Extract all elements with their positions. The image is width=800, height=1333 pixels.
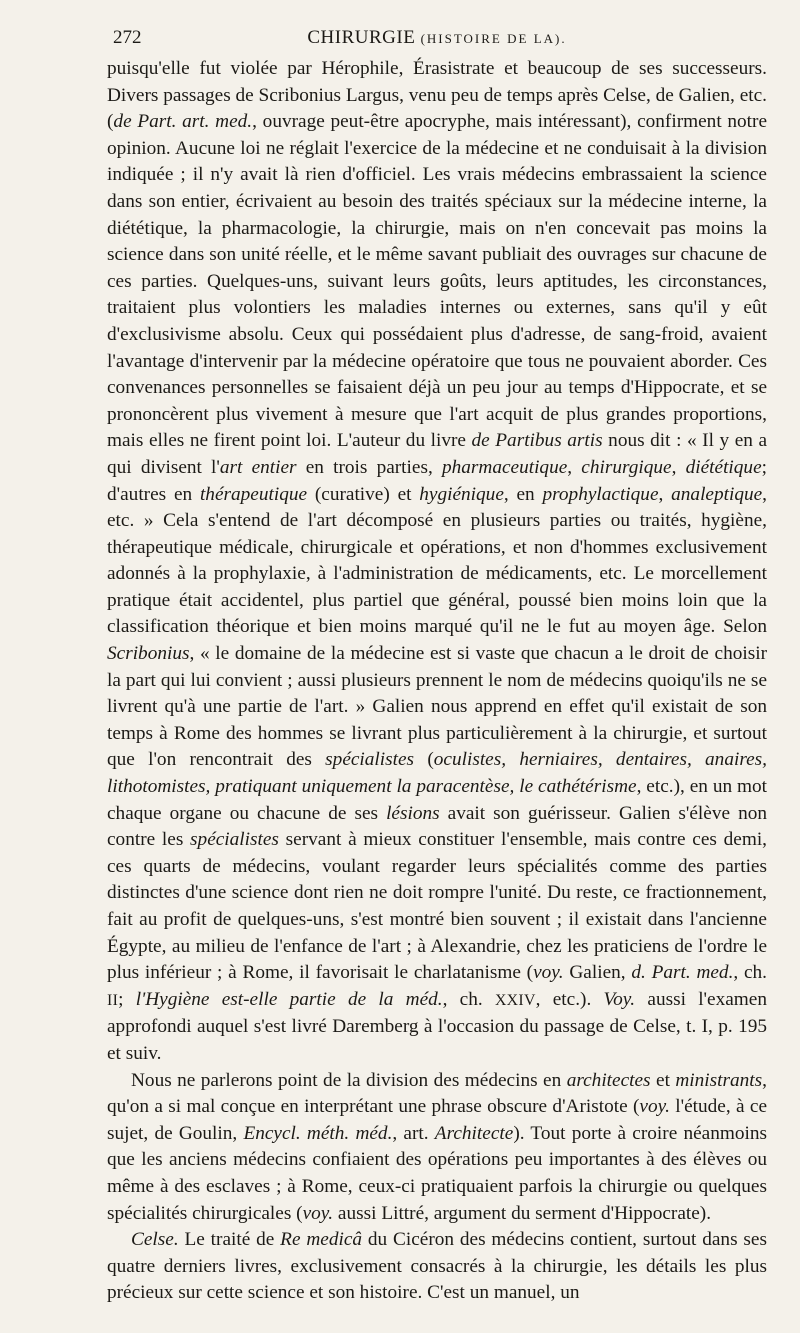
text-span: , « le domaine de la médecine est si vaste que chacun a le droit de choisir la part qui lui convient ; aussi plusieurs prennent le nom de médecins quoiqu'ils ne se livrent qu'à une partie de l'art. » Galien nous apprend en effet qu'il existait de son temps à Rome des hommes se livrant plus particulièrement à la chirurgie, et surtout que l'on rencontrait des	[107, 643, 767, 771]
page-number: 272	[113, 27, 142, 48]
text-span: aussi l'examen approfondi auquel s'est livré Daremberg à l'occasion du passage de Celse, t. I, p. 195 et suiv.	[107, 988, 767, 1064]
text-span: , ch.	[442, 988, 495, 1010]
text-span: , etc. » Cela s'entend de l'art décomposé en plusieurs parties ou traités, hygiène, thérapeutique médicale, chirurgicale et opérations, et non d'hommes exclusivement adonnés à la prophylaxie, à l'administration de médicaments, etc. Le morcellement pratique était accidentel, plus partiel que général, poussé bien moins loin que la classification théorique et bien moins marqué qu'il ne le fut au moyen âge. Selon	[107, 483, 767, 638]
italic-span: de Part. art. med.	[113, 111, 253, 133]
italic-span: Re medicâ	[280, 1229, 363, 1251]
text-span: (curative) et	[307, 483, 420, 505]
text-span: aussi Littré, argument du serment d'Hippocrate).	[333, 1202, 712, 1224]
italic-span: Architecte	[434, 1122, 514, 1144]
text-span: ;	[118, 988, 136, 1010]
text-span: Nous ne parlerons point de la division des médecins en	[131, 1069, 567, 1091]
italic-span: d. Part. med.	[631, 962, 734, 984]
text-span: Le traité de	[178, 1229, 281, 1251]
italic-span: voy.	[302, 1202, 334, 1224]
italic-span: hygiénique	[419, 483, 504, 505]
running-title-main: CHIRURGIE	[307, 27, 416, 48]
running-header	[107, 22, 767, 56]
text-span: , ouvrage peut-être apocryphe, mais intéressant), confirment notre opinion. Aucune loi ne réglait l'exercice de la médecine et ne conduisait à la division indiquée ; il n'y avait là rien d'officiel. Les vrais médecins embrassaient la science dans son entier, écrivaient au besoin des traités spéciaux sur la médecine interne, la diététique, la pharmacologie, la chirurgie, mais on n'en concevait pas moins la science dans son unité réelle, et le même savant publiait des ouvrages sur chacune de ces parties. Quelques-uns, suivant leurs goûts, leurs aptitudes, les circonstances, traitaient plus volontiers les maladies internes ou externes, sans qu'il y eût d'exclusivisme absolu. Ceux qui possédaient plus d'adresse, de sang-froid, avaient l'avantage d'intervenir par la médecine opératoire que tous ne pouvaient aborder. Ces convenances personnelles se faisaient déjà un peu jour au temps d'Hippocrate, et se prononcèrent plus vivement à mesure que l'art acquit de plus grandes proportions, mais elles ne firent point loi. L'auteur du livre	[107, 111, 768, 452]
italic-span: l'Hygiène est-elle partie de la méd.	[135, 988, 443, 1010]
text-span: ; d'autres en	[107, 456, 767, 505]
page	[107, 22, 767, 1307]
italic-span: Scribonius	[107, 643, 190, 665]
italic-span: oculistes, herniaires, dentaires, anaires, lithotomistes, pratiquant uniquement la paracentèse, le cathétérisme	[107, 749, 767, 798]
text-span: ,	[658, 483, 672, 505]
text-span: , en	[503, 483, 543, 505]
text-span: ,	[671, 456, 686, 478]
text-span: nous dit : « Il y en a qui divisent l'	[107, 430, 768, 478]
italic-span: prophylactique	[542, 483, 659, 505]
text-span: , etc.).	[535, 988, 604, 1010]
text-span: , ch.	[733, 962, 767, 984]
text-span: avait son guérisseur. Galien s'élève non contre les	[107, 802, 767, 851]
smallcaps-span: XXIV	[494, 991, 536, 1009]
text-span: , art.	[392, 1122, 435, 1144]
italic-span: lésions	[386, 802, 440, 824]
running-title-sub: (HISTOIRE DE LA).	[420, 31, 567, 46]
italic-span: art entier	[219, 456, 297, 478]
text-span: l'étude, à ce sujet, de Goulin,	[107, 1096, 768, 1144]
italic-span: analeptique	[671, 483, 763, 505]
paragraph-3	[107, 1227, 767, 1307]
text-span: ). Tout porte à croire néanmoins que les anciens médecins confiaient des opérations peu importantes à des élèves ou même à des esclaves ; à Rome, ceux-ci pratiquaient parfois la chirurgie ou quelques spécialités chirurgicales (	[107, 1122, 767, 1224]
body-text	[107, 56, 767, 1307]
italic-span: spécialistes	[325, 749, 415, 771]
text-span: puisqu'elle fut violée par Hérophile, Érasistrate et beaucoup de ses successeurs. Divers passages de Scribonius Largus, venu peu de temps après Celse, de Galien, etc. (	[107, 58, 767, 133]
italic-span: spécialistes	[190, 829, 279, 851]
italic-span: Voy.	[603, 988, 636, 1010]
text-span: (	[414, 749, 434, 771]
italic-span: voy.	[533, 962, 564, 984]
italic-span: ministrants	[675, 1069, 763, 1091]
text-span: servant à mieux constituer l'ensemble, mais contre ces demi, ces quarts de médecins, voulant regarder leurs spécialités comme des parties distinctes d'une science dont rien ne doit rompre l'unité. Du reste, ce fractionnement, fait au profit de quelques-uns, s'est montré bien souvent ; il existait dans l'ancienne Égypte, au milieu de l'enfance de l'art ; à Alexandrie, chez les praticiens de l'ordre le plus inférieur ; à Rome, il favorisait le charlatanisme (	[107, 829, 767, 984]
italic-span: pharmaceutique	[441, 456, 568, 478]
text-span: du Cicéron des médecins contient, surtout dans ses quatre derniers livres, exclusivement consacrés à la chirurgie, les détails les plus précieux sur cette science et son histoire. C'est un manuel, un	[107, 1229, 767, 1304]
text-span: Galien,	[563, 962, 632, 984]
text-span: en trois parties,	[296, 456, 442, 478]
italic-span: architectes	[566, 1069, 651, 1091]
italic-span: thérapeutique	[199, 483, 308, 505]
paragraph-2	[107, 1068, 767, 1228]
italic-span: Celse.	[131, 1229, 179, 1251]
text-span: , qu'on a si mal conçue en interprétant une phrase obscure d'Aristote (	[107, 1069, 767, 1118]
italic-span: diététique	[685, 456, 762, 478]
italic-span: Encycl. méth. méd.	[243, 1122, 393, 1144]
italic-span: de Partibus artis	[471, 430, 603, 452]
italic-span: chirurgique	[581, 456, 672, 478]
text-span: et	[650, 1069, 676, 1091]
text-span: , etc.), en un mot chaque organe ou chacune de ses	[107, 776, 767, 824]
italic-span: voy.	[639, 1096, 670, 1118]
running-title	[107, 24, 767, 53]
smallcaps-span: II	[107, 991, 119, 1009]
paragraph-1	[107, 56, 767, 1068]
text-span: ,	[567, 456, 582, 478]
